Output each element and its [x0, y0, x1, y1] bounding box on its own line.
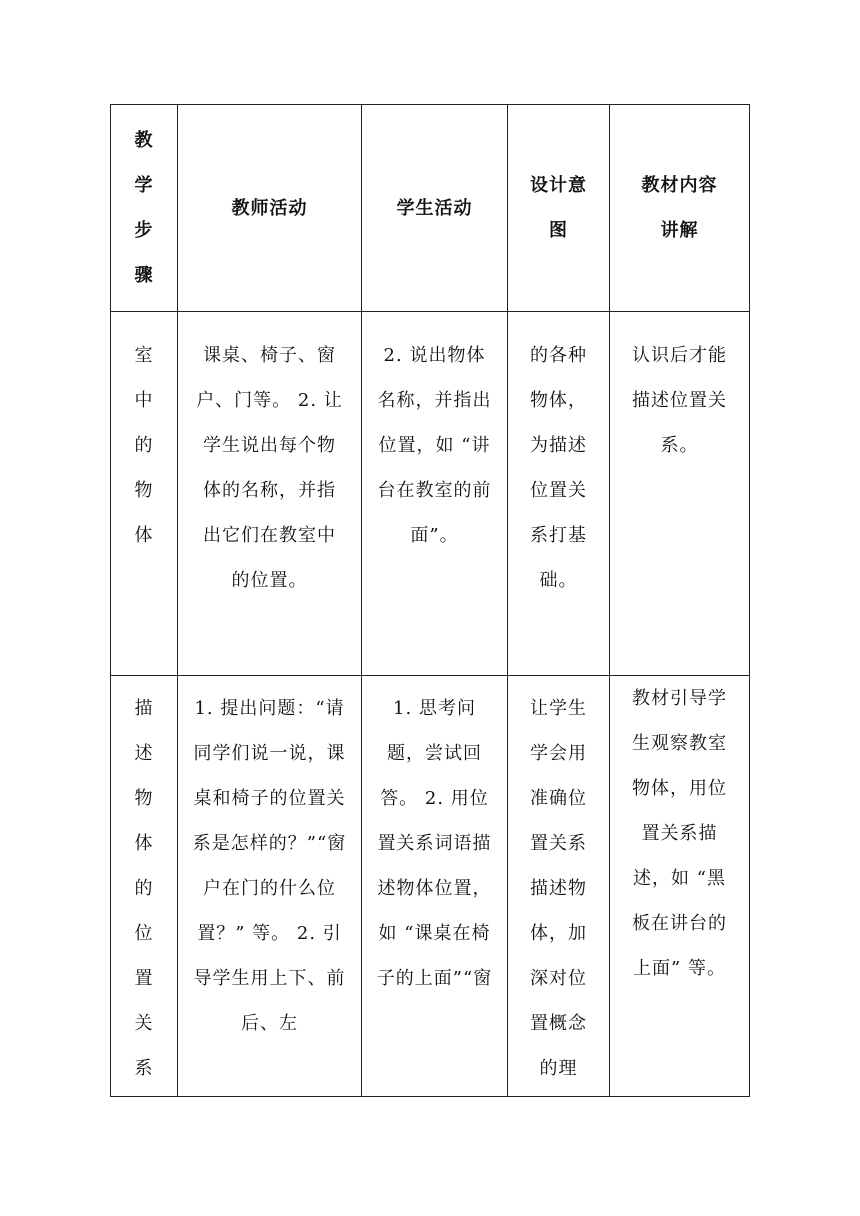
- row2-student: [362, 676, 508, 1097]
- row2-teacher: [178, 676, 362, 1097]
- row1-intent-text: 的各种物体，为描述位置关系打基础。: [530, 345, 587, 591]
- row2-intent: [508, 676, 610, 1097]
- header-student: [362, 105, 508, 312]
- row2-teacher-text: 1. 提出问题：“请同学们说一说，课桌和椅子的位置关系是怎样的？”“窗户在门的什么位置？” 等。 2. 引导学生用上下、前后、左: [192, 698, 347, 1034]
- row2-student-text: 1. 思考问题，尝试回答。 2. 用位置关系词语描述物体位置，如 “课桌在椅子的上面”“窗: [376, 698, 493, 989]
- row1-teacher: [178, 312, 362, 676]
- header-material: [610, 105, 750, 312]
- row1-material: [610, 312, 750, 676]
- row2-step: [111, 676, 178, 1097]
- row1-intent: [508, 312, 610, 676]
- header-step-label: 教学步骤: [134, 130, 154, 286]
- row2-material-text: 教材引导学生观察教室物体，用位置关系描述，如 “黑板在讲台的上面” 等。: [632, 688, 727, 979]
- row2-intent-text: 让学生学会用准确位置关系描述物体，加深对位置概念的理: [530, 698, 587, 1079]
- table-row: [111, 676, 750, 1097]
- row1-student-text: 2. 说出物体名称，并指出位置，如 “讲台在教室的前面”。: [377, 345, 492, 546]
- row2-material: [610, 676, 750, 1097]
- header-student-label: 学生活动: [396, 197, 473, 219]
- header-material-label: 教材内容讲解: [641, 175, 718, 241]
- header-teacher-label: 教师活动: [231, 197, 308, 219]
- row1-material-text: 认识后才能描述位置关系。: [632, 345, 727, 456]
- lesson-plan-table: [110, 104, 750, 1097]
- table-row: [111, 312, 750, 676]
- row1-student: [362, 312, 508, 676]
- table-header-row: [111, 105, 750, 312]
- header-intent: [508, 105, 610, 312]
- header-teacher: [178, 105, 362, 312]
- row2-step-text: 描述物体的位置关系: [134, 698, 154, 1079]
- header-intent-label: 设计意图: [530, 175, 587, 241]
- row1-step-text: 室中的物体: [134, 345, 154, 546]
- header-step: [111, 105, 178, 312]
- row1-teacher-text: 课桌、椅子、窗户、门等。 2. 让学生说出每个物体的名称，并指出它们在教室中的位置。: [196, 345, 343, 591]
- row1-step: [111, 312, 178, 676]
